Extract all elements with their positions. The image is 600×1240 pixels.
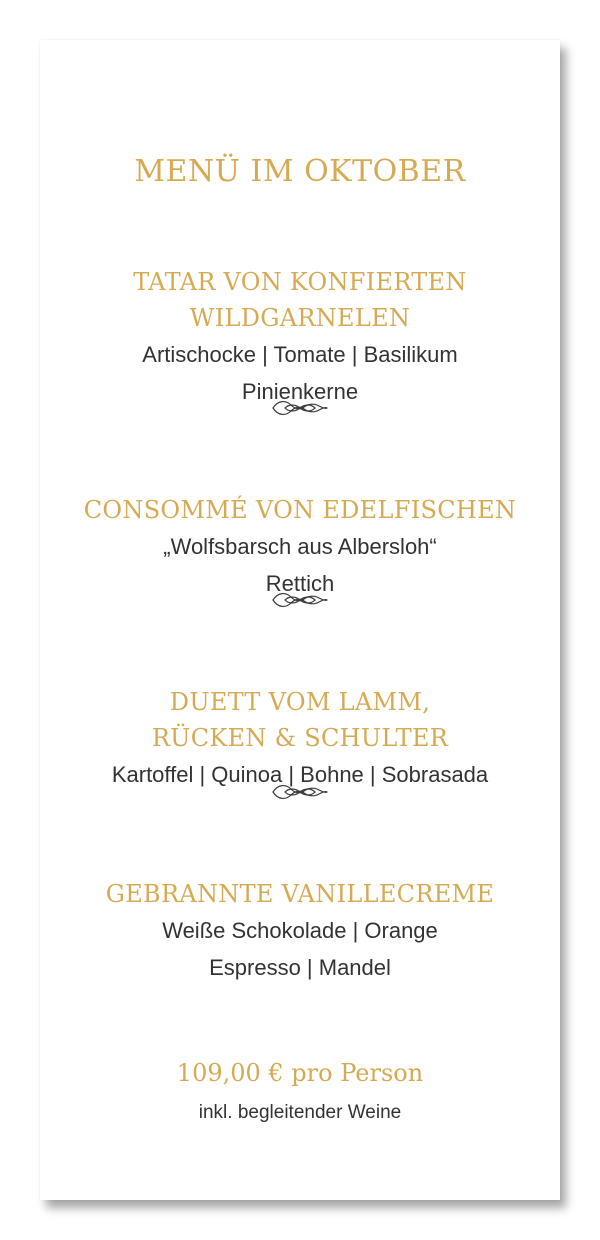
- course-3: [40, 684, 560, 793]
- flourish-ornament-icon: [271, 397, 329, 419]
- course-3-desc-line-1: Kartoffel | Quinoa | Bohne | Sobrasada: [111, 762, 489, 787]
- course-2-name-line-1: CONSOMMÉ VON EDELFISCHEN: [83, 496, 517, 524]
- course-1: [40, 264, 560, 410]
- flourish-ornament-icon: [271, 589, 329, 611]
- flourish-ornament-icon: [271, 781, 329, 803]
- menu-title: MENÜ IM OKTOBER: [134, 154, 466, 189]
- course-4-desc-line-2: Espresso | Mandel: [209, 955, 391, 980]
- menu-price-note: inkl. begleitender Weine: [198, 1102, 402, 1123]
- course-1-desc-line-2: Pinienkerne: [241, 379, 359, 404]
- menu-price: 109,00 € pro Person: [176, 1059, 424, 1087]
- course-4: [40, 876, 560, 986]
- course-4-name-line-1: GEBRANNTE VANILLECREME: [105, 880, 495, 908]
- course-2-desc-line-2: Rettich: [265, 571, 335, 596]
- course-3-name-line-2: RÜCKEN & SCHULTER: [151, 724, 449, 752]
- menu-card: [40, 40, 560, 1200]
- course-2-desc-line-1: „Wolfsbarsch aus Albersloh“: [163, 534, 437, 559]
- course-1-desc-line-1: Artischocke | Tomate | Basilikum: [142, 342, 458, 367]
- course-2: [40, 492, 560, 602]
- course-4-desc-line-1: Weiße Schokolade | Orange: [162, 918, 438, 943]
- course-1-name-line-1: TATAR VON KONFIERTEN: [133, 268, 467, 296]
- course-1-name-line-2: WILDGARNELEN: [189, 304, 411, 332]
- course-3-name-line-1: DUETT VOM LAMM,: [169, 688, 431, 716]
